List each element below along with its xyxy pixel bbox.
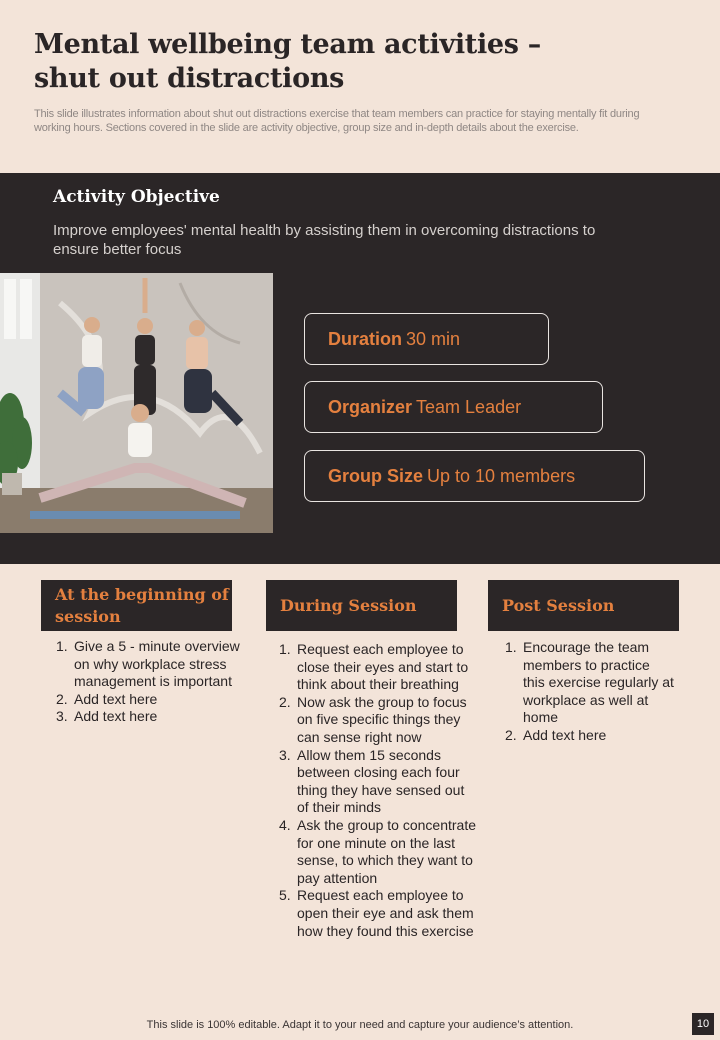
post-list [505, 639, 675, 745]
organizer-value: Team Leader [416, 396, 522, 417]
during-list [279, 641, 479, 940]
list-text: Add text here [74, 690, 158, 707]
list-item [279, 694, 479, 747]
list-text: Encourage the team members to practice this exercise regularly at workplace as well at home [523, 639, 674, 726]
slide-description: This slide illustrates information about shut out distractions exercise that team members can practice for staying mentally fit during working hours. Sections covered in the slide are activity objective, group size and in-depth details about the exercise. [34, 108, 640, 134]
page-number: 10 [692, 1013, 714, 1035]
list-text: Give a 5 - minute overview on why workplace stress management is important [74, 638, 240, 690]
info-box-organizer [304, 381, 603, 433]
list-number: 2. [505, 726, 517, 743]
list-number: 1. [279, 641, 291, 657]
list-number: 1. [505, 639, 517, 655]
list-text: Add text here [523, 726, 607, 743]
list-item [56, 691, 246, 709]
objective-text: Improve employees' mental health by assisting them in overcoming distractions to ensure better focus [53, 222, 596, 258]
title-line-1: Mental wellbeing team activities – [34, 29, 542, 60]
list-number: 3. [279, 746, 291, 763]
slide-header [0, 0, 720, 172]
group-size-value: Up to 10 members [427, 465, 576, 486]
title-line-2: shut out distractions [34, 63, 345, 94]
list-text: Ask the group to concentrate for one minute on the last sense, to which they want to pay attention [297, 816, 476, 886]
column-title: During Session [280, 595, 417, 615]
column-heading-post [488, 580, 679, 631]
column-heading-during [266, 580, 457, 631]
list-item [56, 638, 246, 691]
organizer-label: Organizer [328, 396, 413, 417]
list-item [279, 817, 479, 887]
duration-value: 30 min [406, 328, 461, 349]
list-text: Allow them 15 seconds between closing each four thing they have sensed out of their minds [297, 746, 465, 816]
beginning-list [56, 638, 246, 726]
group-size-label: Group Size [328, 465, 424, 486]
objective-title: Activity Objective [53, 187, 220, 207]
list-number: 1. [56, 638, 68, 654]
footer-note: This slide is 100% editable. Adapt it to your need and capture your audience’s attention. [146, 1019, 574, 1031]
list-item [279, 887, 479, 940]
list-text: Add text here [74, 708, 158, 725]
column-title: Post Session [502, 595, 615, 615]
yoga-group-photo [0, 273, 273, 533]
list-item [505, 727, 675, 745]
duration-label: Duration [328, 328, 402, 349]
list-number: 2. [279, 693, 291, 710]
list-item [279, 747, 479, 817]
list-number: 4. [279, 816, 291, 833]
slide-title [34, 28, 674, 96]
info-box-group-size [304, 450, 645, 502]
list-number: 5. [279, 887, 291, 904]
list-number: 3. [56, 708, 68, 725]
list-item [279, 641, 479, 694]
column-heading-beginning [41, 580, 232, 631]
objective-panel [0, 173, 720, 564]
list-item [56, 708, 246, 726]
list-text: Request each employee to open their eye and ask them how they found this exercise [297, 887, 474, 939]
list-number: 2. [56, 690, 68, 707]
column-title: At the beginning of session [55, 584, 229, 626]
info-box-duration [304, 313, 549, 365]
list-text: Request each employee to close their eyes and start to think about their breathing [297, 641, 469, 693]
list-text: Now ask the group to focus on five specific things they can sense right now [297, 693, 467, 745]
list-item [505, 639, 675, 727]
